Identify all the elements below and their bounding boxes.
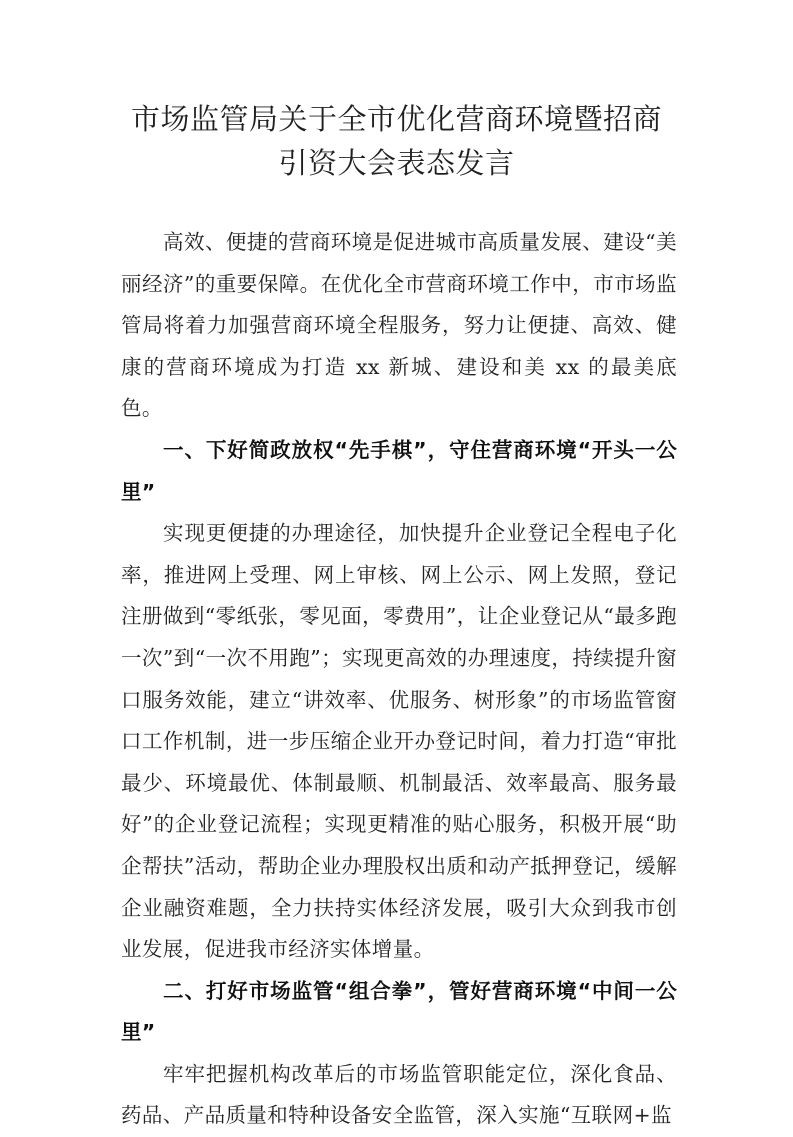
- document-body: [121, 222, 677, 1137]
- section-1-paragraph: 实现更便捷的办理途径，加快提升企业登记全程电子化率，推进网上受理、网上审核、网上公示、网上发照，登记注册做到“零纸张，零见面，零费用”，让企业登记从“最多跑一次”到“一次不用跑”；实现更高效的办理速度，持续提升窗口服务效能，建立“讲效率、优服务、树形象”的市场监管窗口工作机制，进一步压缩企业开办登记时间，着力打造“审批最少、环境最优、体制最顺、机制最活、效率最高、服务最好”的企业登记流程；实现更精准的贴心服务，积极开展“助企帮扶”活动，帮助企业办理股权出质和动产抵押登记，缓解企业融资难题，全力扶持实体经济发展，吸引大众到我市创业发展，促进我市经济实体增量。: [121, 521, 677, 962]
- document-title-line-1: 市场监管局关于全市优化营商环境暨招商: [130, 102, 662, 136]
- section-heading-1: 一、下好简政放权“先手棋”，守住营商环境“开头一公里”: [121, 437, 677, 504]
- intro-paragraph: 高效、便捷的营商环境是促进城市高质量发展、建设“美丽经济”的重要保障。在优化全市营商环境工作中，市市场监管局将着力加强营商环境全程服务，努力让便捷、高效、健康的营商环境成为打造 xx 新城、建设和美 xx 的最美底色。: [121, 230, 677, 421]
- section-2-paragraph: 牢牢把握机构改革后的市场监管职能定位，深化食品、药品、产品质量和特种设备安全监管，深入实施“互联网+监: [121, 1061, 677, 1128]
- document-title-line-2: 引资大会表态发言: [278, 146, 515, 180]
- section-heading-2: 二、打好市场监管“组合拳”，管好营商环境“中间一公里”: [121, 978, 677, 1045]
